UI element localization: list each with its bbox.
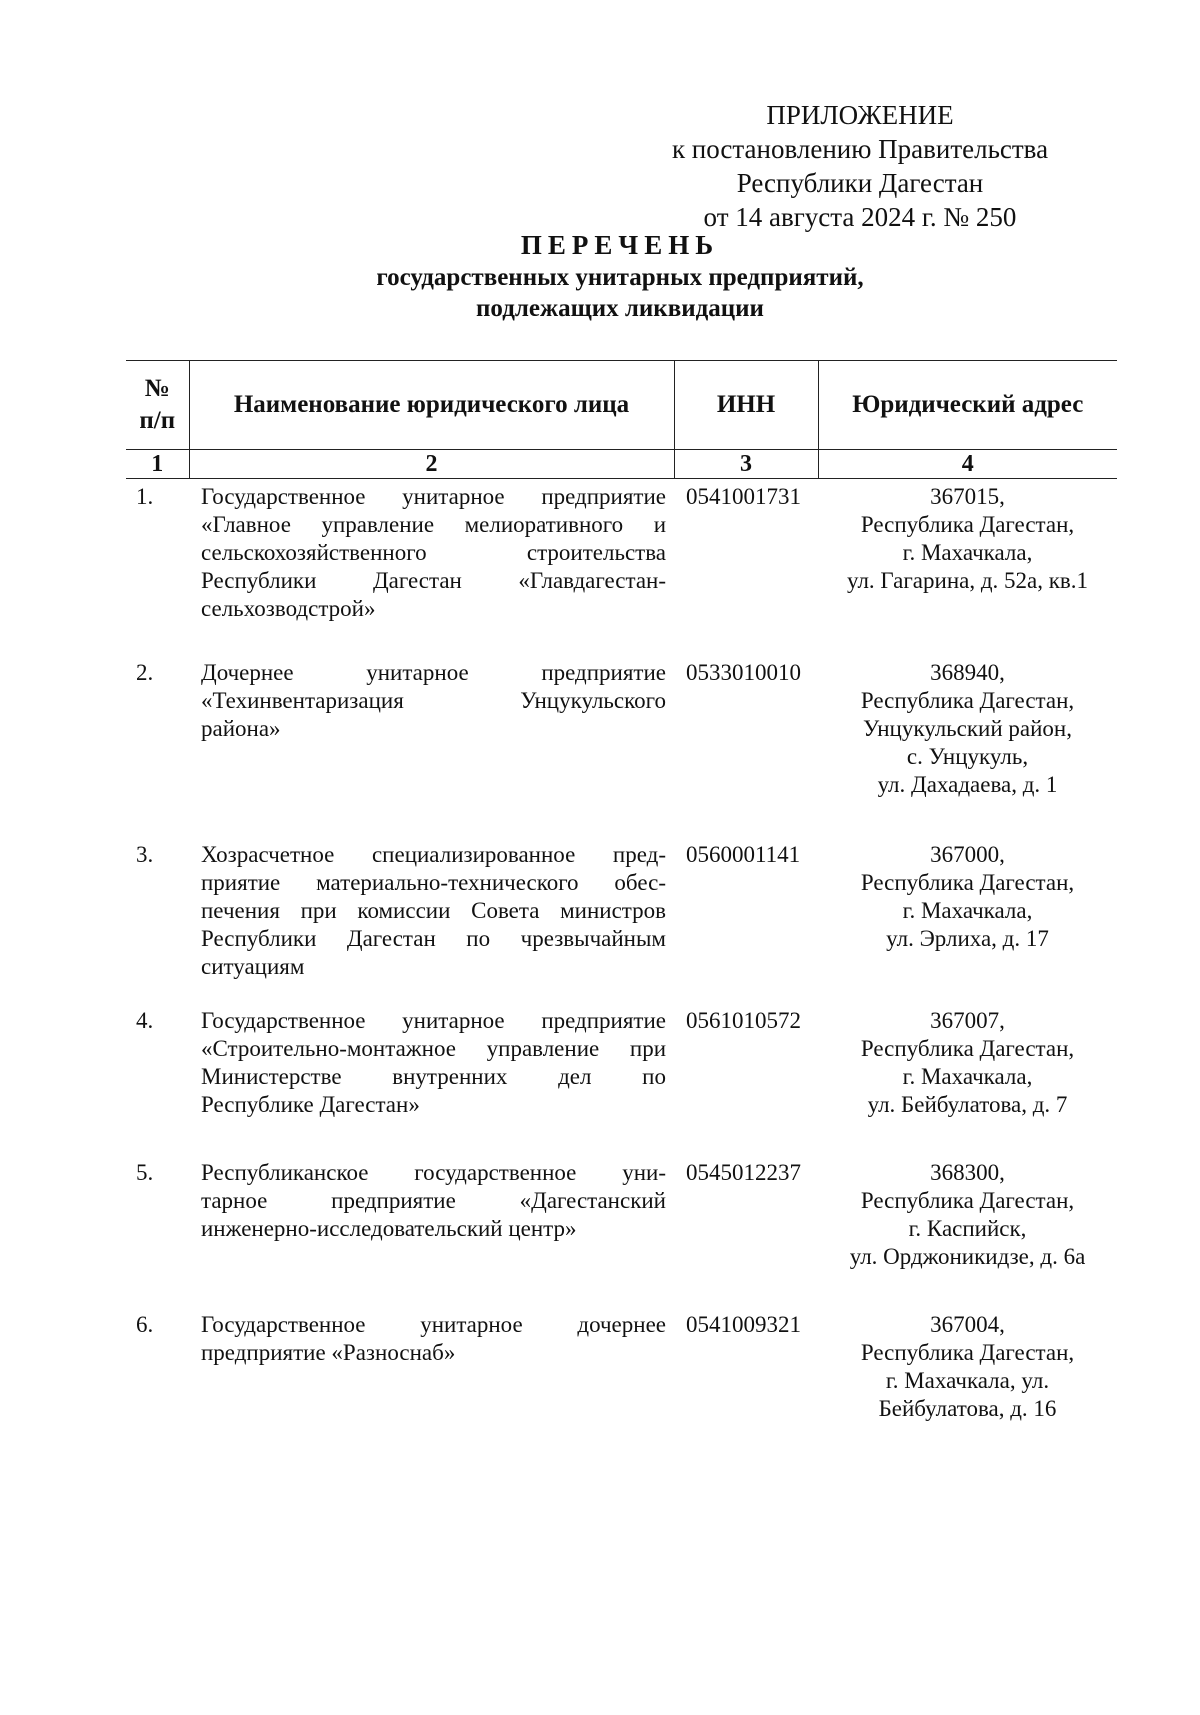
appendix-block bbox=[640, 98, 1080, 234]
entity-name-line: Хозрасчетное специализированное пред- bbox=[201, 841, 666, 867]
entity-name-line: «Главное управление мелиоративного и bbox=[201, 512, 666, 537]
legal-address bbox=[818, 1155, 1117, 1307]
legal-address bbox=[818, 1003, 1117, 1155]
table-header-row bbox=[126, 361, 1117, 450]
header-inn: ИНН bbox=[674, 361, 818, 450]
inn-value: 0533010010 bbox=[686, 659, 801, 685]
entity-name bbox=[189, 837, 674, 1003]
address-line: г. Махачкала, bbox=[902, 897, 1033, 923]
inn-value: 0541001731 bbox=[686, 484, 801, 509]
entity-name-line: Государственное унитарное предприятие bbox=[201, 484, 666, 509]
address-line: с. Унцукуль, bbox=[906, 743, 1029, 769]
entity-name-line: района» bbox=[201, 715, 281, 741]
column-number: 2 bbox=[189, 450, 674, 479]
entity-name-line: ситуациям bbox=[201, 953, 305, 979]
appendix-date: от 14 августа 2024 г. № 250 bbox=[703, 202, 1017, 232]
address-line: ул. Гагарина, д. 52а, кв.1 bbox=[846, 568, 1089, 593]
row-number: 2. bbox=[136, 659, 154, 685]
title-subheading-2: подлежащих ликвидации bbox=[476, 295, 764, 322]
legal-address bbox=[818, 1307, 1117, 1437]
address-line: Унцукульский район, bbox=[862, 715, 1072, 741]
column-number: 1 bbox=[126, 450, 189, 479]
inn-value: 0561010572 bbox=[686, 1007, 801, 1033]
legal-address bbox=[818, 479, 1117, 655]
appendix-label: ПРИЛОЖЕНИЕ bbox=[766, 100, 954, 130]
entity-name-line: печения при комиссии Совета министров bbox=[201, 897, 666, 923]
address-line: Республика Дагестан, bbox=[860, 1035, 1075, 1061]
row-number: 5. bbox=[136, 1159, 154, 1185]
entity-name-line: сельхозводстрой» bbox=[201, 596, 376, 621]
address-line: ул. Дахадаева, д. 1 bbox=[877, 771, 1058, 797]
entity-name-line: «Строительно-монтажное управление при bbox=[201, 1035, 666, 1061]
table-row bbox=[126, 479, 1117, 655]
inn-value: 0541009321 bbox=[686, 1311, 801, 1337]
row-number: 1. bbox=[136, 484, 154, 509]
title-heading: ПЕРЕЧЕНЬ bbox=[520, 230, 720, 260]
header-address: Юридический адрес bbox=[818, 361, 1117, 450]
title-subheading: государственных унитарных предприятий, bbox=[376, 264, 864, 291]
row-number: 6. bbox=[136, 1311, 154, 1337]
enterprises-table bbox=[126, 360, 1117, 1437]
entity-name bbox=[189, 1003, 674, 1155]
address-line: 368300, bbox=[930, 1159, 1005, 1185]
column-number: 3 bbox=[674, 450, 818, 479]
table-body bbox=[126, 479, 1117, 1437]
inn-value: 0560001141 bbox=[686, 841, 801, 867]
entity-name bbox=[189, 479, 674, 655]
entity-name bbox=[189, 1155, 674, 1307]
entity-name bbox=[189, 1307, 674, 1437]
entity-name-line: Республиканское государственное уни- bbox=[201, 1159, 666, 1185]
table-row bbox=[126, 837, 1117, 1003]
address-line: 367004, bbox=[930, 1311, 1005, 1337]
entity-name-line: сельскохозяйственного строительства bbox=[201, 540, 666, 565]
column-numbers-row bbox=[126, 450, 1117, 479]
entity-name-line: Государственное унитарное дочернее bbox=[201, 1311, 666, 1337]
address-line: Республика Дагестан, bbox=[860, 512, 1075, 537]
address-line: 367015, bbox=[930, 484, 1005, 509]
address-line: Республика Дагестан, bbox=[860, 1339, 1075, 1365]
header-name: Наименование юридического лица bbox=[189, 361, 674, 450]
entity-name-line: Дочернее унитарное предприятие bbox=[201, 659, 666, 685]
address-line: г. Каспийск, bbox=[908, 1215, 1027, 1241]
address-line: ул. Бейбулатова, д. 7 bbox=[867, 1091, 1068, 1117]
entity-name-line: Республики Дагестан «Главдагестан- bbox=[201, 568, 666, 593]
document-title bbox=[160, 228, 1080, 324]
column-number: 4 bbox=[818, 450, 1117, 479]
entity-name-line: приятие материально-технического обес- bbox=[201, 869, 666, 895]
address-line: Республика Дагестан, bbox=[860, 687, 1075, 713]
address-line: Республика Дагестан, bbox=[860, 1187, 1075, 1213]
entity-name-line: Республике Дагестан» bbox=[201, 1091, 420, 1117]
table-row bbox=[126, 1307, 1117, 1437]
header-num: № п/п bbox=[126, 361, 189, 450]
legal-address bbox=[818, 655, 1117, 837]
inn-value: 0545012237 bbox=[686, 1159, 801, 1185]
table-row bbox=[126, 655, 1117, 837]
entity-name-line: Республики Дагестан по чрезвычайным bbox=[201, 925, 666, 951]
entity-name-line: инженерно-исследовательский центр» bbox=[201, 1215, 577, 1241]
address-line: 367007, bbox=[930, 1007, 1005, 1033]
row-number: 4. bbox=[136, 1007, 154, 1033]
appendix-resolution: к постановлению Правительства bbox=[671, 134, 1049, 164]
table-row bbox=[126, 1003, 1117, 1155]
address-line: ул. Эрлиха, д. 17 bbox=[886, 925, 1049, 951]
address-line: г. Махачкала, bbox=[902, 540, 1033, 565]
row-number: 3. bbox=[136, 841, 154, 867]
address-line: Республика Дагестан, bbox=[860, 869, 1075, 895]
entity-name-line: Государственное унитарное предприятие bbox=[201, 1007, 666, 1033]
address-line: Бейбулатова, д. 16 bbox=[878, 1395, 1057, 1421]
legal-address bbox=[818, 837, 1117, 1003]
appendix-region: Республики Дагестан bbox=[736, 168, 984, 198]
address-line: г. Махачкала, bbox=[902, 1063, 1033, 1089]
entity-name-line: Министерстве внутренних дел по bbox=[201, 1063, 666, 1089]
address-line: г. Махачкала, ул. bbox=[885, 1367, 1050, 1393]
address-line: 368940, bbox=[930, 659, 1005, 685]
entity-name-line: тарное предприятие «Дагестанский bbox=[201, 1187, 666, 1213]
entity-name-line: предприятие «Разноснаб» bbox=[201, 1339, 456, 1365]
entity-name bbox=[189, 655, 674, 837]
address-line: ул. Орджоникидзе, д. 6а bbox=[849, 1243, 1086, 1269]
table-row bbox=[126, 1155, 1117, 1307]
entity-name-line: «Техинвентаризация Унцукульского bbox=[201, 687, 666, 713]
address-line: 367000, bbox=[930, 841, 1005, 867]
